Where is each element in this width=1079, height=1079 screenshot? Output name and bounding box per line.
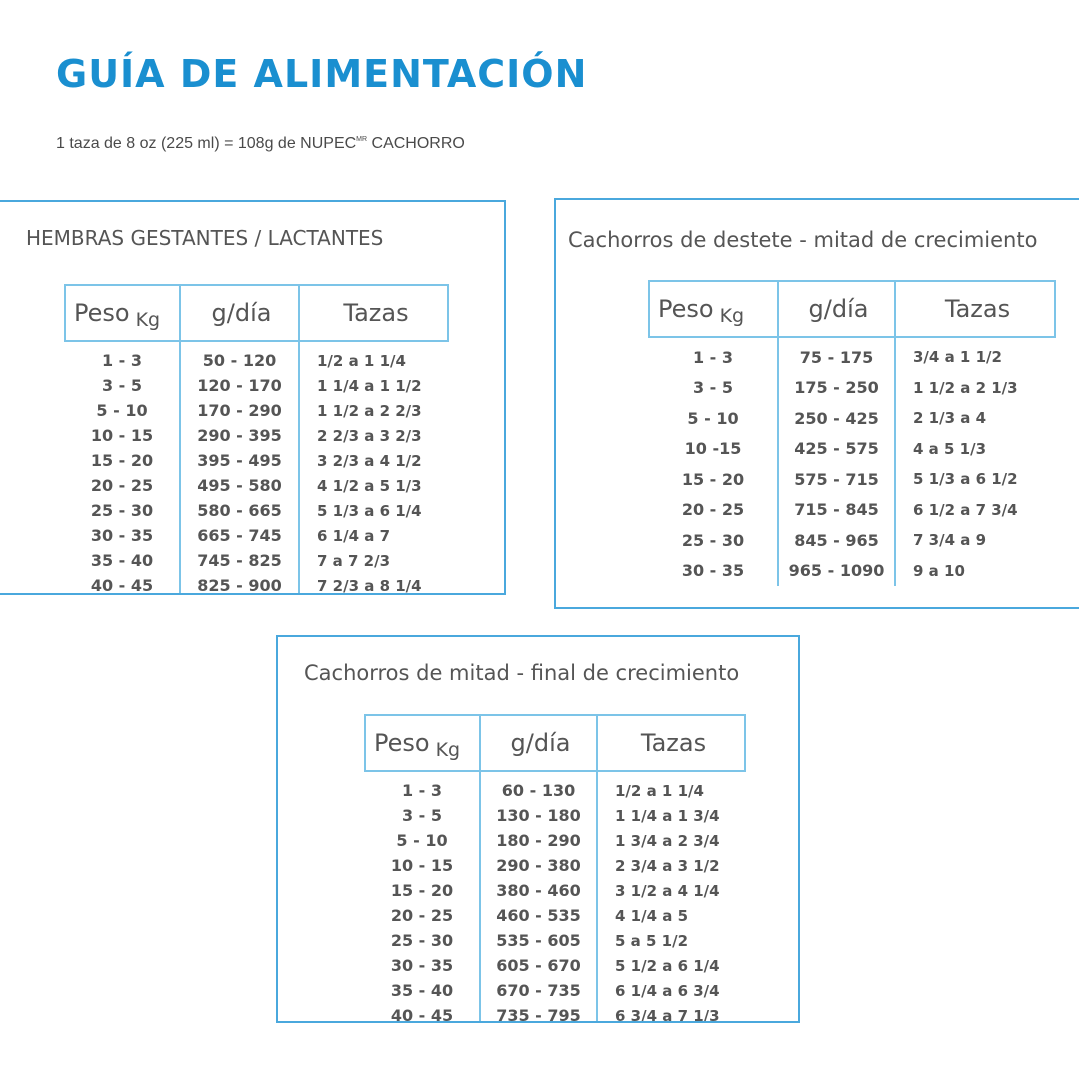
header-kg-unit: Kg — [135, 309, 161, 331]
cell-peso: 25 - 30 — [90, 501, 154, 520]
header-kg-unit: Kg — [719, 305, 745, 327]
cell-gdia: 495 - 580 — [197, 476, 282, 495]
cell-tazas: 7 a 7 2/3 — [317, 551, 391, 570]
table-row — [64, 573, 449, 595]
cell-tazas: 2 2/3 a 3 2/3 — [317, 426, 422, 445]
header-tazas: Tazas — [944, 295, 1011, 323]
table-row — [364, 1003, 746, 1023]
table-panel-mitad-final — [276, 635, 800, 1023]
cell-gdia: 380 - 460 — [496, 881, 581, 900]
cell-gdia: 395 - 495 — [197, 451, 282, 470]
table-row — [64, 498, 449, 523]
cell-gdia: 715 - 845 — [794, 500, 879, 520]
cell-peso: 30 - 35 — [90, 526, 154, 545]
table-row — [648, 464, 1056, 495]
table-row — [64, 548, 449, 573]
table-row — [648, 342, 1056, 373]
table-row — [64, 373, 449, 398]
cell-tazas: 4 1/2 a 5 1/3 — [317, 476, 422, 495]
cell-peso: 25 - 30 — [681, 530, 745, 550]
page-title: GUÍA DE ALIMENTACIÓN — [56, 52, 588, 96]
cell-peso: 5 - 10 — [687, 408, 739, 428]
table-row — [64, 423, 449, 448]
cell-tazas: 1 1/4 a 1 1/2 — [317, 376, 422, 395]
cell-gdia: 290 - 395 — [197, 426, 282, 445]
header-tazas: Tazas — [640, 729, 707, 757]
table-row — [648, 373, 1056, 404]
cell-gdia: 665 - 745 — [197, 526, 282, 545]
table-row — [64, 348, 449, 373]
cell-peso: 15 - 20 — [681, 469, 745, 489]
table-row — [648, 495, 1056, 526]
cell-peso: 10 -15 — [684, 439, 742, 459]
cell-peso: 5 - 10 — [96, 401, 148, 420]
header-peso-label: Peso — [658, 295, 714, 323]
cell-peso: 1 - 3 — [101, 351, 143, 370]
cell-tazas: 5 1/2 a 6 1/4 — [615, 956, 720, 975]
cell-gdia: 425 - 575 — [794, 439, 879, 459]
cell-gdia: 170 - 290 — [197, 401, 282, 420]
header-peso — [66, 286, 182, 340]
cell-gdia: 60 - 130 — [501, 781, 576, 800]
cup-equivalence-note — [56, 135, 465, 153]
header-peso-label: Peso — [74, 299, 130, 327]
cell-peso: 40 - 45 — [390, 1006, 454, 1023]
cell-peso: 20 - 25 — [90, 476, 154, 495]
cell-gdia: 745 - 825 — [197, 551, 282, 570]
cell-tazas: 3 1/2 a 4 1/4 — [615, 881, 720, 900]
table-panel-destete — [554, 198, 1079, 609]
cell-peso: 25 - 30 — [390, 931, 454, 950]
table-row — [364, 803, 746, 828]
cell-tazas: 1/2 a 1 1/4 — [317, 351, 406, 370]
cell-gdia: 130 - 180 — [496, 806, 581, 825]
cell-gdia: 120 - 170 — [197, 376, 282, 395]
cell-gdia: 535 - 605 — [496, 931, 581, 950]
cell-tazas: 3/4 a 1 1/2 — [913, 348, 1002, 367]
table-row — [648, 403, 1056, 434]
cell-tazas: 3 2/3 a 4 1/2 — [317, 451, 422, 470]
cell-tazas: 2 3/4 a 3 1/2 — [615, 856, 720, 875]
header-gdia: g/día — [808, 295, 869, 323]
cell-tazas: 5 1/3 a 6 1/2 — [913, 470, 1018, 489]
cell-tazas: 1/2 a 1 1/4 — [615, 781, 704, 800]
cell-gdia: 580 - 665 — [197, 501, 282, 520]
table-title: HEMBRAS GESTANTES / LACTANTES — [26, 226, 384, 250]
cell-peso: 1 - 3 — [401, 781, 443, 800]
trademark-mark: MR — [356, 136, 368, 143]
table-row — [364, 828, 746, 853]
cell-tazas: 5 a 5 1/2 — [615, 931, 689, 950]
table-row — [648, 434, 1056, 465]
header-tazas: Tazas — [343, 299, 409, 327]
cell-gdia: 50 - 120 — [202, 351, 277, 370]
table-row — [364, 953, 746, 978]
cell-tazas: 7 2/3 a 8 1/4 — [317, 576, 422, 595]
cell-tazas: 2 1/3 a 4 — [913, 409, 987, 428]
cell-peso: 15 - 20 — [390, 881, 454, 900]
cell-tazas: 1 1/4 a 1 3/4 — [615, 806, 720, 825]
table-row — [64, 473, 449, 498]
table-row — [364, 903, 746, 928]
cell-gdia: 75 - 175 — [799, 347, 874, 367]
cell-tazas: 6 1/4 a 7 — [317, 526, 391, 545]
header-peso-label: Peso — [374, 729, 430, 757]
table-row — [364, 878, 746, 903]
table-header-row — [364, 714, 746, 772]
cell-tazas: 6 1/4 a 6 3/4 — [615, 981, 720, 1000]
cell-gdia: 825 - 900 — [197, 576, 282, 595]
table-header-row — [648, 280, 1056, 338]
product-name: CACHORRO — [367, 135, 465, 152]
table-header-row — [64, 284, 449, 342]
cell-peso: 3 - 5 — [401, 806, 443, 825]
cell-tazas: 9 a 10 — [913, 561, 965, 580]
cup-equivalence-text: 1 taza de 8 oz (225 ml) = 108g de NUPEC — [56, 135, 357, 152]
cell-gdia: 575 - 715 — [794, 469, 879, 489]
table-row — [64, 448, 449, 473]
cell-peso: 35 - 40 — [90, 551, 154, 570]
cell-gdia: 250 - 425 — [794, 408, 879, 428]
cell-tazas: 1 3/4 a 2 3/4 — [615, 831, 720, 850]
table-row — [648, 556, 1056, 587]
cell-gdia: 180 - 290 — [496, 831, 581, 850]
table-title: Cachorros de destete - mitad de crecimiento — [568, 228, 1038, 252]
cell-tazas: 1 1/2 a 2 1/3 — [913, 378, 1018, 397]
cell-peso: 10 - 15 — [390, 856, 454, 875]
cell-peso: 20 - 25 — [681, 500, 745, 520]
cell-gdia: 605 - 670 — [496, 956, 581, 975]
cell-peso: 30 - 35 — [681, 561, 745, 581]
table-row — [364, 928, 746, 953]
header-gdia: g/día — [510, 729, 571, 757]
cell-peso: 40 - 45 — [90, 576, 154, 595]
cell-peso: 15 - 20 — [90, 451, 154, 470]
table-row — [364, 853, 746, 878]
cell-peso: 10 - 15 — [90, 426, 154, 445]
header-peso — [366, 716, 482, 770]
cell-gdia: 670 - 735 — [496, 981, 581, 1000]
table-row — [364, 778, 746, 803]
table-row — [64, 398, 449, 423]
header-gdia: g/día — [211, 299, 272, 327]
cell-tazas: 6 3/4 a 7 1/3 — [615, 1006, 720, 1023]
cell-gdia: 175 - 250 — [794, 378, 879, 398]
cell-peso: 30 - 35 — [390, 956, 454, 975]
cell-gdia: 460 - 535 — [496, 906, 581, 925]
header-peso — [650, 282, 780, 336]
table-panel-gestantes — [0, 200, 506, 595]
cell-gdia: 845 - 965 — [794, 530, 879, 550]
cell-gdia: 290 - 380 — [496, 856, 581, 875]
cell-peso: 35 - 40 — [390, 981, 454, 1000]
cell-peso: 20 - 25 — [390, 906, 454, 925]
cell-peso: 5 - 10 — [396, 831, 448, 850]
cell-peso: 3 - 5 — [692, 378, 734, 398]
cell-tazas: 1 1/2 a 2 2/3 — [317, 401, 422, 420]
cell-tazas: 7 3/4 a 9 — [913, 531, 987, 550]
cell-tazas: 5 1/3 a 6 1/4 — [317, 501, 422, 520]
cell-tazas: 4 1/4 a 5 — [615, 906, 689, 925]
table-title: Cachorros de mitad - final de crecimiento — [304, 661, 740, 685]
cell-tazas: 4 a 5 1/3 — [913, 439, 987, 458]
cell-peso: 3 - 5 — [101, 376, 143, 395]
table-row — [364, 978, 746, 1003]
cell-peso: 1 - 3 — [692, 347, 734, 367]
table-row — [64, 523, 449, 548]
header-kg-unit: Kg — [435, 739, 461, 761]
cell-gdia: 735 - 795 — [496, 1006, 581, 1023]
table-row — [648, 525, 1056, 556]
cell-tazas: 6 1/2 a 7 3/4 — [913, 500, 1018, 519]
cell-gdia: 965 - 1090 — [788, 561, 885, 581]
